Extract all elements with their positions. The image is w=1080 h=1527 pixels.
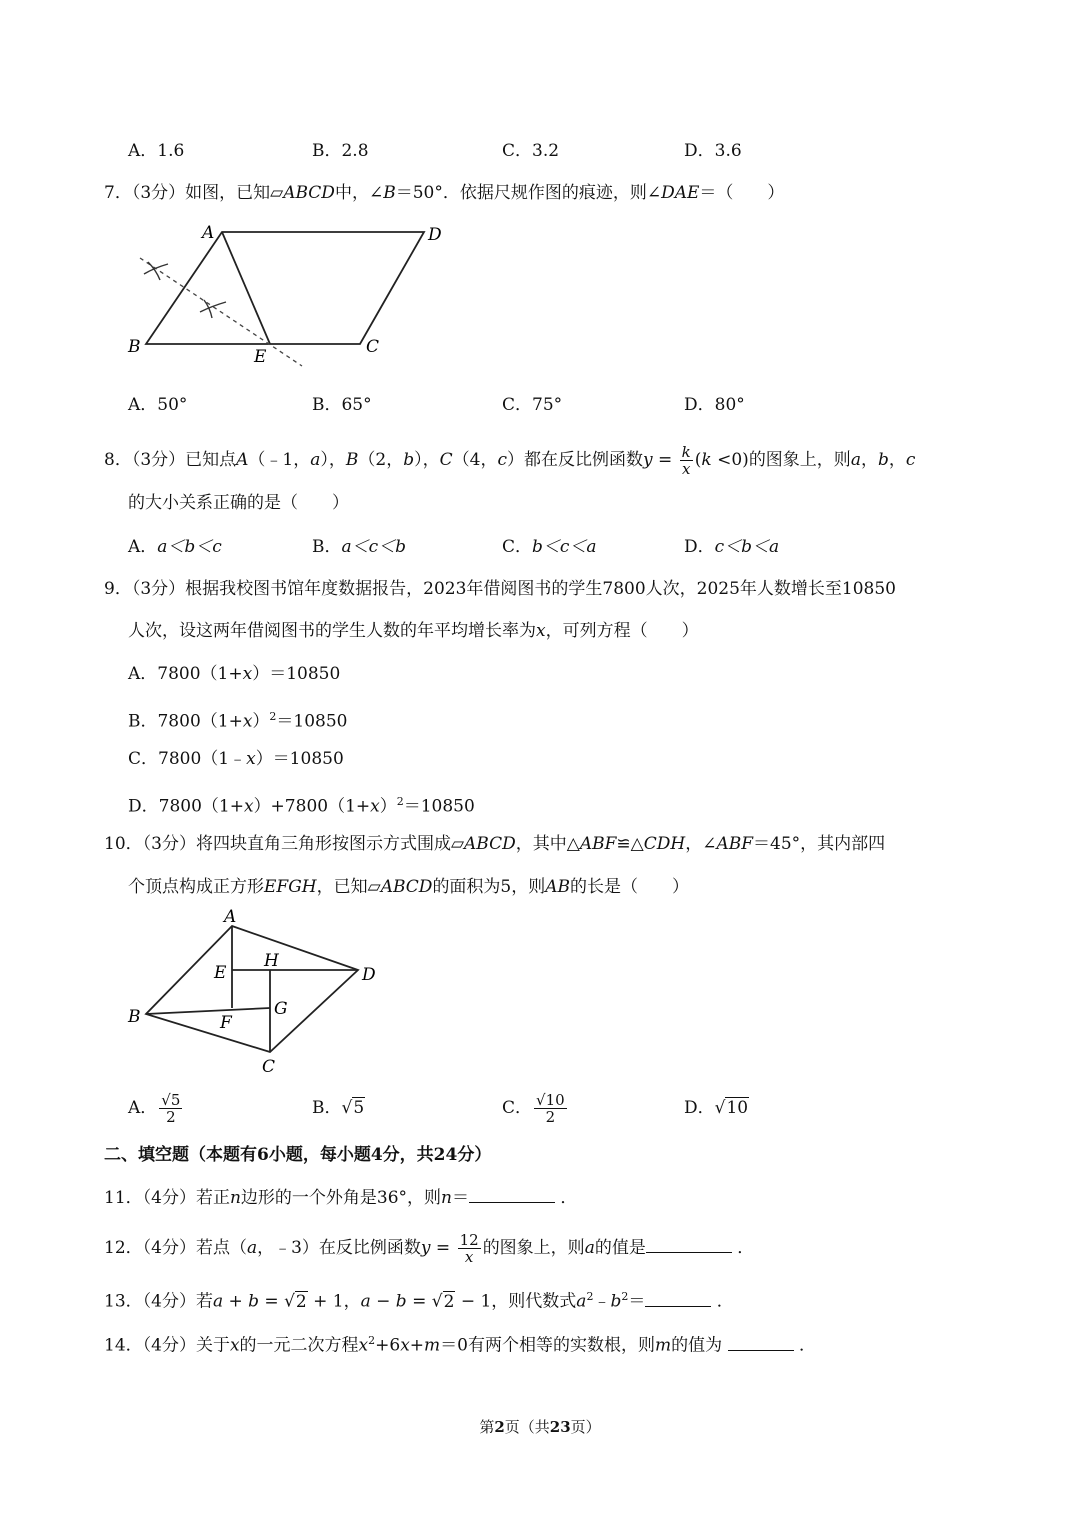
q7-option-a: A．50° [128, 395, 188, 415]
q10-label-c: C [262, 1057, 276, 1077]
q12-answer-blank[interactable] [646, 1252, 732, 1253]
q10-square-figure [120, 904, 390, 1080]
q8-option-a: A．a＜b＜c [128, 537, 222, 557]
q9-option-b: B．$7800(1+x)^2=10850$ [128, 710, 348, 732]
q11-question: 11．（4分）若正n边形的一个外角是36°，则n＝ ． [104, 1188, 578, 1208]
q10-option-a: A． $\frac{√5}{2}$ [128, 1091, 181, 1126]
q6-option-b: B．2.8 [312, 141, 369, 161]
q11-answer-blank[interactable] [469, 1202, 555, 1203]
q8-question-line2: 的大小关系正确的是（ ） [128, 493, 349, 513]
q10-label-d: D [362, 965, 376, 985]
q9-option-c: C．7800（1﹣x）＝10850 [128, 749, 344, 769]
q7-option-c: C．75° [502, 395, 563, 415]
q10-option-c: C． $\frac{√10}{2}$ [502, 1091, 565, 1126]
q9-question-line2: 人次，设这两年借阅图书的学生人数的年平均增长率为x，可列方程（ ） [128, 621, 699, 641]
q10-label-b: B [128, 1007, 141, 1027]
q7-label-b: B [128, 337, 141, 357]
q7-label-e: E [254, 347, 267, 367]
q7-option-b: B．65° [312, 395, 372, 415]
q8-question: 8．（3分）已知点A（﹣1，a），B（2，b），C（4，c）都在反比例函数y = $\frac{k}{x}$ (k <0)的图象上，则a，b，c [104, 443, 916, 478]
q8-option-d: D．c＜b＜a [684, 537, 780, 557]
q10-option-b: B．√5 [312, 1098, 365, 1118]
q6-option-d: D．3.6 [684, 141, 742, 161]
q10-label-g: G [274, 999, 288, 1019]
q12-question: 12．（4分）若点（a，﹣3）在反比例函数y = $\frac{12}{x}$ 的图象上，则a的值是 ． [104, 1231, 755, 1266]
q9-option-d: D．$7800(1+x)+7800(1+x)^2=10850$ [128, 795, 475, 817]
q10-label-e: E [214, 963, 227, 983]
q13-answer-blank[interactable] [645, 1306, 711, 1307]
q10-label-f: F [220, 1013, 232, 1033]
section-heading: 二、填空题（本题有6小题，每小题4分，共24分） [104, 1145, 492, 1165]
q10-label-a: A [224, 907, 237, 927]
q10-option-d: D．√10 [684, 1098, 749, 1118]
q6-option-c: C．3.2 [502, 141, 560, 161]
q10-label-h: H [264, 951, 279, 971]
q9-option-a: A．7800（1+x）＝10850 [128, 664, 341, 684]
q6-option-a: A．1.6 [128, 141, 185, 161]
q7-question: 7．（3分）如图，已知▱ABCD中，∠B＝50°．依据尺规作图的痕迹，则∠DAE＝（ ） [104, 183, 785, 203]
q10-question-line2: 个顶点构成正方形EFGH，已知▱ABCD的面积为5，则AB的长是（ ） [128, 877, 690, 897]
q7-label-a: A [202, 223, 215, 243]
q8-option-b: B．a＜c＜b [312, 537, 407, 557]
q10-question: 10．（3分）将四块直角三角形按图示方式围成▱ABCD，其中△ABF≌△CDH，∠ABF＝45°，其内部四 [104, 834, 886, 854]
q9-question: 9．（3分）根据我校图书馆年度数据报告，2023年借阅图书的学生7800人次，2025年人数增长至10850 [104, 579, 897, 599]
q8-option-c: C．b＜c＜a [502, 537, 597, 557]
q7-option-d: D．80° [684, 395, 745, 415]
q14-answer-blank[interactable] [728, 1350, 794, 1351]
q8-fraction: $\frac{k}{x}$ [681, 443, 691, 478]
page-footer: 第2页（共23页） [479, 1418, 601, 1436]
q7-label-d: D [428, 225, 442, 245]
q7-label-c: C [366, 337, 380, 357]
q7-parallelogram-figure [120, 218, 460, 378]
q13-question: 13．（4分）若a + b = √2 + 1，a − b = √2 − 1，则代数式$a^2﹣b^2=$ ． [104, 1290, 734, 1312]
q14-question: 14．（4分）关于x的一元二次方程$x^2+6x+m=0$有两个相等的实数根，则m的值为 ． [104, 1334, 816, 1356]
